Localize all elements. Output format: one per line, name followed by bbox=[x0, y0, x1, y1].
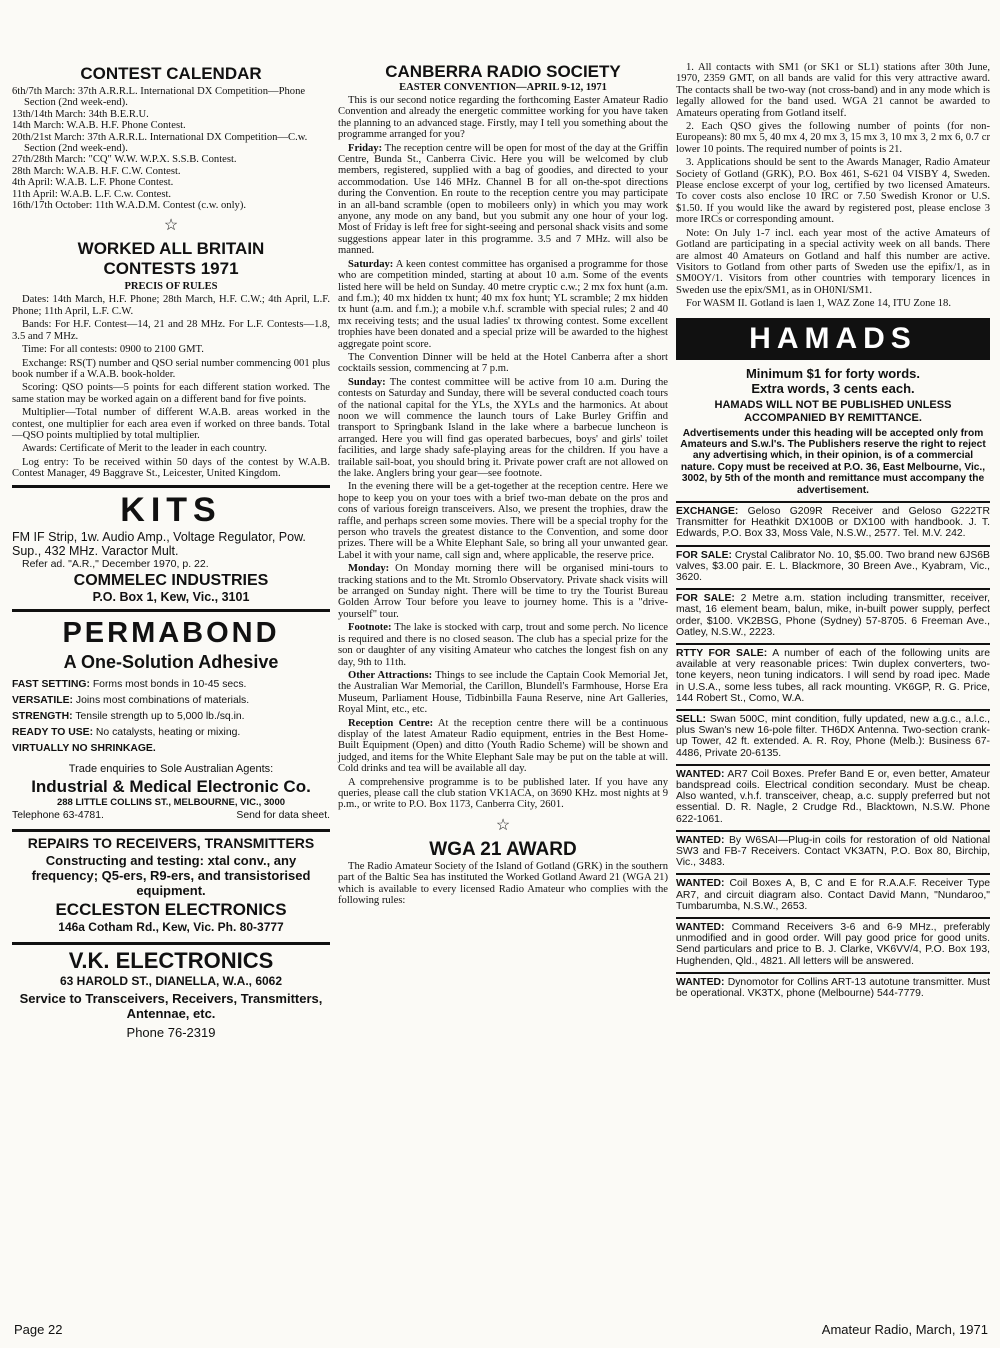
canberra-paragraph bbox=[338, 563, 668, 620]
canberra-paragraph bbox=[338, 143, 668, 257]
hamad-lead: WANTED: bbox=[676, 976, 725, 988]
permabond-feature bbox=[12, 741, 330, 757]
paragraph-text: The Convention Dinner will be held at the Hotel Canberra after a short cocktails session, commencing at 7 p.m. bbox=[338, 351, 668, 375]
calendar-entry: 16th/17th October: 11th W.A.D.M. Contest (c.w. only). bbox=[12, 200, 247, 212]
wab-title: WORKED ALL BRITAIN bbox=[77, 239, 265, 259]
feature-key: VIRTUALLY NO SHRINKAGE. bbox=[12, 742, 156, 754]
canberra-paragraph bbox=[338, 777, 668, 811]
hamad-text: Dynomotor for Collins ART-13 autotune transmitter. Must be operational. VK3TX, phone (Melbourne) 544-7779. bbox=[676, 976, 991, 1000]
vk-address: 63 HAROLD ST., DIANELLA, W.A., 6062 bbox=[59, 973, 283, 988]
vk-ad bbox=[12, 942, 330, 1040]
kits-title: KITS bbox=[120, 490, 222, 529]
paragraph-text: At the reception centre there will be a continuous display of the latest Amateur Radio equipment, entries in the Best Home-Built Equipment (Open) and ditto (Youth Radio Scheme) will be shown and judged, and items for the White Elephant Sale may be put on the table at will. Cold drinks and tea will be available all day. bbox=[338, 717, 669, 775]
vk-service: Service to Transceivers, Receivers, Transmitters, Antennae, etc. bbox=[19, 990, 323, 1021]
wab-paragraph: Bands: For H.F. Contest—14, 21 and 28 MHz. For L.F. Contests—1.8, 3.5 and 7 MHz. bbox=[12, 319, 330, 342]
permabond-feature bbox=[12, 725, 330, 741]
wab-paragraph: Scoring: QSO points—5 points for each different station worked. The same station may be worked again on a different band for five points. bbox=[12, 382, 330, 405]
wab-paragraph: Multiplier—Total number of different W.A.B. areas worked in the contest, one multiplier for each area even if worked on three bands. Total—QSO points multiplied by total multiplier. bbox=[12, 407, 330, 441]
hamad-entry bbox=[676, 972, 990, 999]
contest-calendar bbox=[12, 64, 330, 211]
canberra-paragraph bbox=[338, 622, 668, 668]
repairs-line: Constructing and testing: xtal conv., any frequency; Q5-ers, R9-ers, and transistorised equipment. bbox=[31, 852, 311, 898]
repairs-title: REPAIRS TO RECEIVERS, TRANSMITTERS bbox=[27, 834, 315, 851]
hamads-rate: Minimum $1 for forty words. bbox=[745, 365, 921, 381]
permabond-subtitle: A One-Solution Adhesive bbox=[63, 651, 279, 672]
feature-key: STRENGTH: bbox=[12, 710, 73, 722]
permabond-feature bbox=[12, 709, 330, 725]
contest-calendar-title: CONTEST CALENDAR bbox=[80, 64, 262, 83]
paragraph-text: On Monday morning there will be organised mini-tours to tracking stations and to the Mt. Stromlo Observatory. Private shack visits will be arranged on Sunday night. There will be time to try the Tourist Bureau Golden Arrow Tour before you leave to journey home. This is a "drive-yourself" tour. bbox=[338, 563, 668, 620]
paragraph-text: A comprehensive programme is to be published later. If you have any queries, please call the club station VK1ACA, on 3690 KHz. most nights at 9 p.m., or write to P.O. Box 1173, Canberra City, 2601. bbox=[338, 776, 668, 811]
hamad-text: Coil Boxes A, B, C and E for R.A.A.F. Receiver Type AR7, and circuit diagram also. Contact David Mann, "Nundaroo," Tumbarumba, N.S.W., 2653. bbox=[676, 878, 990, 912]
feature-key: READY TO USE: bbox=[12, 726, 94, 738]
canberra-paragraph bbox=[338, 718, 668, 775]
permabond-feature bbox=[12, 693, 330, 709]
wab-paragraph: Log entry: To be received within 50 days of the contest by W.A.B. Contest Manager, 49 Baggrave St., Leicester, United Kingdom. bbox=[12, 456, 330, 480]
star-icon: ☆ bbox=[495, 816, 511, 834]
hamad-text: Geloso G209R Receiver and Geloso G222TR Transmitter for Heathkit DX100B or DX100 with handbook. J. T. Edwards, P.O. Box 33, Moss Vale, N.S.W., 2577. Tel. M.V. 242. bbox=[676, 505, 990, 540]
hamad-entry bbox=[676, 709, 990, 759]
hamad-lead: EXCHANGE: bbox=[676, 505, 739, 517]
feature-value: Joins most combinations of materials. bbox=[75, 694, 250, 706]
paragraph-text: The lake is stocked with carp, trout and some perch. No licence is required and there is no closed season. The club has a special prize for the son or daughter of any visiting Amateur who catches the longest fish on any day, 9th to 11th. bbox=[338, 622, 668, 668]
wga-paragraph: 2. Each QSO gives the following number of points (for non-Europeans): 80 mx 5, 40 mx 4, 20 mx 3, 15 mx 3, 10 mx 3, 2 mx 6, 0.7 cr lower 10 points. The required number of points is 21. bbox=[676, 121, 990, 155]
canberra-paragraph bbox=[338, 377, 668, 480]
feature-value: Tensile strength up to 5,000 lb./sq.in. bbox=[75, 710, 245, 722]
hamad-entry bbox=[676, 643, 990, 704]
permabond-ad bbox=[12, 609, 330, 821]
wab-paragraph: Awards: Certificate of Merit to the leader in each country. bbox=[22, 443, 267, 455]
permabond-feature bbox=[12, 677, 330, 693]
vk-phone: Phone 76-2319 bbox=[126, 1024, 216, 1040]
wab-paragraph: Time: For all contests: 0900 to 2100 GMT. bbox=[22, 344, 204, 356]
hamads-notice: HAMADS WILL NOT BE PUBLISHED UNLESS ACCOMPANIED BY REMITTANCE. bbox=[714, 398, 952, 424]
hamad-entry bbox=[676, 830, 990, 869]
repairs-ad bbox=[12, 829, 330, 934]
permabond-trade: Trade enquiries to Sole Australian Agents: bbox=[68, 762, 274, 775]
hamad-entry bbox=[676, 588, 990, 638]
canberra-paragraph bbox=[338, 670, 668, 716]
paragraph-text: This is our second notice regarding the forthcoming Easter Amateur Radio Convention and already the energetic committee working for you have taken the planning to an advanced stage. Firstly, may I tell you something about the programme arranged for you? bbox=[338, 95, 668, 141]
paragraph-lead: Footnote: bbox=[348, 622, 392, 634]
paragraph-lead: Saturday: bbox=[348, 258, 394, 270]
magazine-issue: Amateur Radio, March, 1971 bbox=[821, 1322, 988, 1337]
hamad-lead: WANTED: bbox=[676, 834, 725, 846]
star-icon: ☆ bbox=[163, 217, 179, 235]
wab-title-2: CONTESTS 1971 bbox=[103, 259, 239, 279]
kits-line: FM IF Strip, 1w. Audio Amp., Voltage Regulator, Pow. Sup., 432 MHz. Varactor Mult. bbox=[12, 529, 306, 558]
hamad-lead: WANTED: bbox=[676, 768, 725, 780]
middle-column bbox=[338, 62, 668, 908]
paragraph-text: The reception centre will be open for most of the day at the Griffin Centre, Bunda St., Canberra Civic. Here you will be welcomed by club members, registered, supplied with a bag of goodies, and directed to your accommodation. Use 146 MHz. Channel B for all on-the-spot directions during the Convention. En route to the reception centre you may participate in an all-band scramble (open to mobileers only) in which you may work anyone, any mode on any band, but you submit any one hour of your log. Most of Friday is left free for sight-seeing and personal shack visits and some suggestions appear later in this programme. 3.5 and 7 MHz. will also be manned. bbox=[338, 142, 668, 257]
canberra-subtitle: EASTER CONVENTION—APRIL 9-12, 1971 bbox=[399, 82, 607, 93]
kits-address: P.O. Box 1, Kew, Vic., 3101 bbox=[92, 589, 250, 604]
wab-section bbox=[12, 239, 330, 479]
kits-company: COMMELEC INDUSTRIES bbox=[73, 571, 269, 589]
feature-key: VERSATILE: bbox=[12, 694, 73, 706]
kits-ad bbox=[12, 485, 330, 604]
paragraph-text: In the evening there will be a get-together at the reception centre. Here we hope to keep you on your toes with a brief two-man debate on the pros and cons of various foreign transceivers. Also, we present the trophies, draw the raffle, and perhaps screen some movies. There will be a special trophy for the person who travels the greatest distance to the Convention, and some door prizes. There will be a White Elephant Sale, so bring all your unwanted gear. Label it with your name, call sign and, where applicable, the reserve price. bbox=[338, 481, 668, 561]
hamad-text: 2 Metre a.m. station including transmitter, receiver, mast, 16 element beam, balun, mike, in-built power supply, perfect order, $100. VK2BSG, Phone (Sydney) 57-8705. 6 Freeman Ave., Oatley, N.S.W., 2223. bbox=[676, 593, 991, 638]
calendar-entry: 28th March: W.A.B. H.F. C.W. Contest. bbox=[12, 165, 181, 177]
hamad-entry bbox=[676, 501, 990, 540]
page-number: Page 22 bbox=[14, 1322, 63, 1337]
wga-intro: The Radio Amateur Society of the Island of Gotland (GRK) in the southern part of the Baltic Sea has instituted the Worked Gotland Award 21 (WGA 21) which is available to every licensed Radio Amateur who complies with the following rules: bbox=[338, 860, 668, 906]
paragraph-lead: Reception Centre: bbox=[348, 717, 434, 729]
paragraph-lead: Friday: bbox=[348, 142, 383, 154]
vk-title: V.K. ELECTRONICS bbox=[68, 947, 274, 973]
hamad-lead: SELL: bbox=[676, 714, 707, 726]
permabond-company: Industrial & Medical Electronic Co. bbox=[31, 776, 311, 796]
permabond-address: 288 LITTLE COLLINS ST., MELBOURNE, VIC., 3000 bbox=[56, 796, 286, 808]
paragraph-lead: Sunday: bbox=[348, 376, 386, 388]
hamad-text: Swan 500C, mint condition, fully updated, new a.g.c., a.l.c., plus Swan's new 16-pole filter. TH6DX Antenna. Two-section crank-up Tower, 42 ft. extended. A. R. Roy, Phone (Melb.): Business 67-4486, Private 20-6135. bbox=[676, 714, 991, 759]
canberra-paragraph bbox=[338, 352, 668, 375]
wab-subtitle: PRECIS OF RULES bbox=[124, 281, 218, 293]
feature-value: Forms most bonds in 10-45 secs. bbox=[92, 678, 247, 690]
paragraph-text: A keen contest committee has organised a programme for those who are competition minded, starting at about 10 a.m. Some of the events listed here will be held on Sunday. 40 metre cryptic c.w.; 2 mx fox hunt (a.m. and f.m.); 40 mx hidden tx hunt; 40 mx fox hunt; YL scramble; 2 mx hidden tx hunt (a.m. and f.m.); a mobile v.h.f. scramble with special rules; 2 and 40 mx receiving tests; and the usual ladies' tx throwing contest. Some excellent trophies have been donated and a special prize will be awarded to the highest aggregate point score. bbox=[338, 258, 668, 350]
hamad-text: A number of each of the following units are available at very reasonable prices: Twin duplex converters, two-tone keyers, neon tuning indicators. I will send by road ipec. Made in U.S.A., some less tubes, all rack mounting. VK6GP, R. G. Price, 144 Robert St., Como, W.A. bbox=[676, 648, 990, 704]
kits-refer: Refer ad. "A.R.," December 1970, p. 22. bbox=[22, 557, 209, 570]
calendar-entry: 11th April: W.A.B. L.F. C.w. Contest. bbox=[12, 188, 172, 200]
hamad-lead: FOR SALE: bbox=[676, 593, 735, 605]
canberra-paragraph bbox=[338, 481, 668, 561]
wga-paragraph: For WASM II. Gotland is laen 1, WAZ Zone 14, ITU Zone 18. bbox=[686, 298, 952, 310]
hamad-text: Command Receivers 3-6 and 6-9 MHz., preferably unmodified and in good order. Will pay good price for good units. Send particulars and price to B. J. Clarke, VK6VV/4, P.O. Box 193, Hughenden, Qld., 4821. All letters will be answered. bbox=[676, 922, 991, 967]
repairs-address: 146a Cotham Rd., Kew, Vic. Ph. 80-3777 bbox=[58, 919, 284, 934]
hamads-banner: HAMADS bbox=[676, 318, 990, 360]
hamad-lead: WANTED: bbox=[676, 878, 725, 890]
canberra-paragraph bbox=[338, 95, 668, 141]
wga-title: WGA 21 AWARD bbox=[429, 838, 577, 860]
wab-paragraph: Exchange: RS(T) number and QSO serial number commencing 001 plus book number if a W.A.B. book-holder. bbox=[12, 357, 330, 380]
permabond-title: PERMABOND bbox=[62, 616, 280, 649]
calendar-entry: 13th/14th March: 34th B.E.R.U. bbox=[12, 108, 149, 120]
calendar-entry: 6th/7th March: 37th A.R.R.L. International DX Competition—Phone Section (2nd week-end). bbox=[12, 86, 306, 109]
hamads-rate: Extra words, 3 cents each. bbox=[751, 380, 915, 396]
paragraph-text: The contest committee will be active from 10 a.m. During the contests on Saturday and Sunday, there will be several conducted coach tours of the national capital for the YLs, the XYLs and the harmonics. At about noon we will commence the launch tours of Lake Burley Griffin and transport to Springbank Island in the lake where a barbecue luncheon is arranged. Here you will find gas operated barbecues, boys' and girls' toilet facilities, and large shady safe-playing areas for the children. If you have a trailable sail-boat, you should bring it. Private power craft are not allowed on the lake. Anglers bring your gear—see footnote. bbox=[338, 376, 668, 479]
paragraph-text: Things to see include the Captain Cook Memorial Jet, the Australian War Memorial, the Carillon, Blundell's Farmhouse, Horse Era Museum, Parliament House, Tidbinbilla Fauna Reserve, nine Art Galleries, Royal Mint, etc., etc. bbox=[338, 669, 668, 716]
hamads-terms: Advertisements under this heading will be accepted only from Amateurs and S.w.l's. The Publishers reserve the right to reject any advertising which, in their opinion, is of a commercial nature. Copy must be received at P.O. 36, East Melbourne, Vic., 3002, by 5th of the month and remittance must accompany the advertisement. bbox=[680, 427, 986, 496]
calendar-entry: 4th April: W.A.B. L.F. Phone Contest. bbox=[12, 177, 174, 189]
hamad-lead: WANTED: bbox=[676, 922, 725, 934]
feature-value: No catalysts, heating or mixing. bbox=[95, 726, 241, 738]
wga-paragraph: 3. Applications should be sent to the Awards Manager, Radio Amateur Society of Gotland (GRK), P.O. Box 461, S-621 04 VISBY 4, Sweden. Please enclose excerpt of your log, certified by two licensed Amateurs. To cover costs also enclose 10 IRC or 7.50 Swedish Kronor or U.S. $1.50. If you would like the award by registered post, please enclose 3 more IRCs or corresponding amount. bbox=[676, 157, 990, 226]
permabond-datasheet: Send for data sheet. bbox=[236, 809, 330, 821]
calendar-entry: 27th/28th March: "CQ" W.W. W.P.X. S.S.B. Contest. bbox=[12, 154, 237, 166]
repairs-company: ECCLESTON ELECTRONICS bbox=[55, 899, 287, 919]
hamad-entry bbox=[676, 545, 990, 584]
canberra-paragraph bbox=[338, 259, 668, 350]
hamad-lead: FOR SALE: bbox=[676, 549, 732, 561]
paragraph-lead: Monday: bbox=[348, 563, 390, 575]
paragraph-lead: Other Attractions: bbox=[348, 669, 433, 681]
calendar-entry: 14th March: W.A.B. H.F. Phone Contest. bbox=[12, 120, 186, 132]
hamad-entry bbox=[676, 873, 990, 912]
hamad-text: By W6SAI—Plug-in coils for restoration of old National SW3 and FB-7 Receivers. Contact VK3ATN, P.O. Box 80, Birchip, Vic., 3483. bbox=[676, 834, 991, 869]
permabond-phone: Telephone 63-4781. bbox=[12, 809, 104, 821]
permabond-contact-row bbox=[12, 810, 330, 821]
hamad-entry bbox=[676, 764, 990, 825]
calendar-entry: 20th/21st March: 37th A.R.R.L. International DX Competition—C.w. Section (2nd week-end). bbox=[12, 131, 308, 155]
hamad-entry bbox=[676, 917, 990, 967]
feature-key: FAST SETTING: bbox=[12, 678, 90, 690]
wab-paragraph: Dates: 14th March, H.F. Phone; 28th March, H.F. C.W.; 4th April, L.F. Phone; 11th April, L.F. C.W. bbox=[12, 294, 330, 317]
wga-paragraph: Note: On July 1-7 incl. each year most of the active Amateurs of Gotland are participating in a special activity week on all bands. There are almost 40 Amateurs on Gotland and half this number are active. Visitors to Gotland from other parts of Sweden use the epifix/1, as in SM0OY/1. Visitors from other countries with temporary licences in Sweden use the epix/SM1, as in OH0NI/SM1. bbox=[676, 227, 990, 296]
hamad-text: AR7 Coil Boxes. Prefer Band E or, even better, Amateur bandspread coils. Electrical condition secondary. Must be cheap. Also wanted, v.h.f. transceiver, cheap, a.c. supply preferred but not essential. D. R. Nagle, 2 Crudge Rd., Blacktown, N.S.W. Phone 622-1061. bbox=[676, 768, 990, 825]
left-column bbox=[12, 62, 330, 1040]
right-column bbox=[676, 62, 990, 999]
canberra-title: CANBERRA RADIO SOCIETY bbox=[385, 62, 621, 81]
hamad-text: Crystal Calibrator No. 10, $5.00. Two brand new 6JS6B valves, $3.00 pair. E. L. Blackmore, 30 Breen Ave., Kyabram, Vic., 3620. bbox=[676, 549, 990, 583]
hamad-lead: RTTY FOR SALE: bbox=[676, 648, 768, 659]
wga-paragraph: 1. All contacts with SM1 (or SK1 or SL1) stations after 30th June, 1970, 2359 GMT, on all bands are valid for this very attractive award. The contacts shall be two-way (not cross-band) and in any mode which is legally allowed for the band used. WGA 21 cannot be awarded to Amateurs operating from Gotland itself. bbox=[676, 62, 990, 119]
